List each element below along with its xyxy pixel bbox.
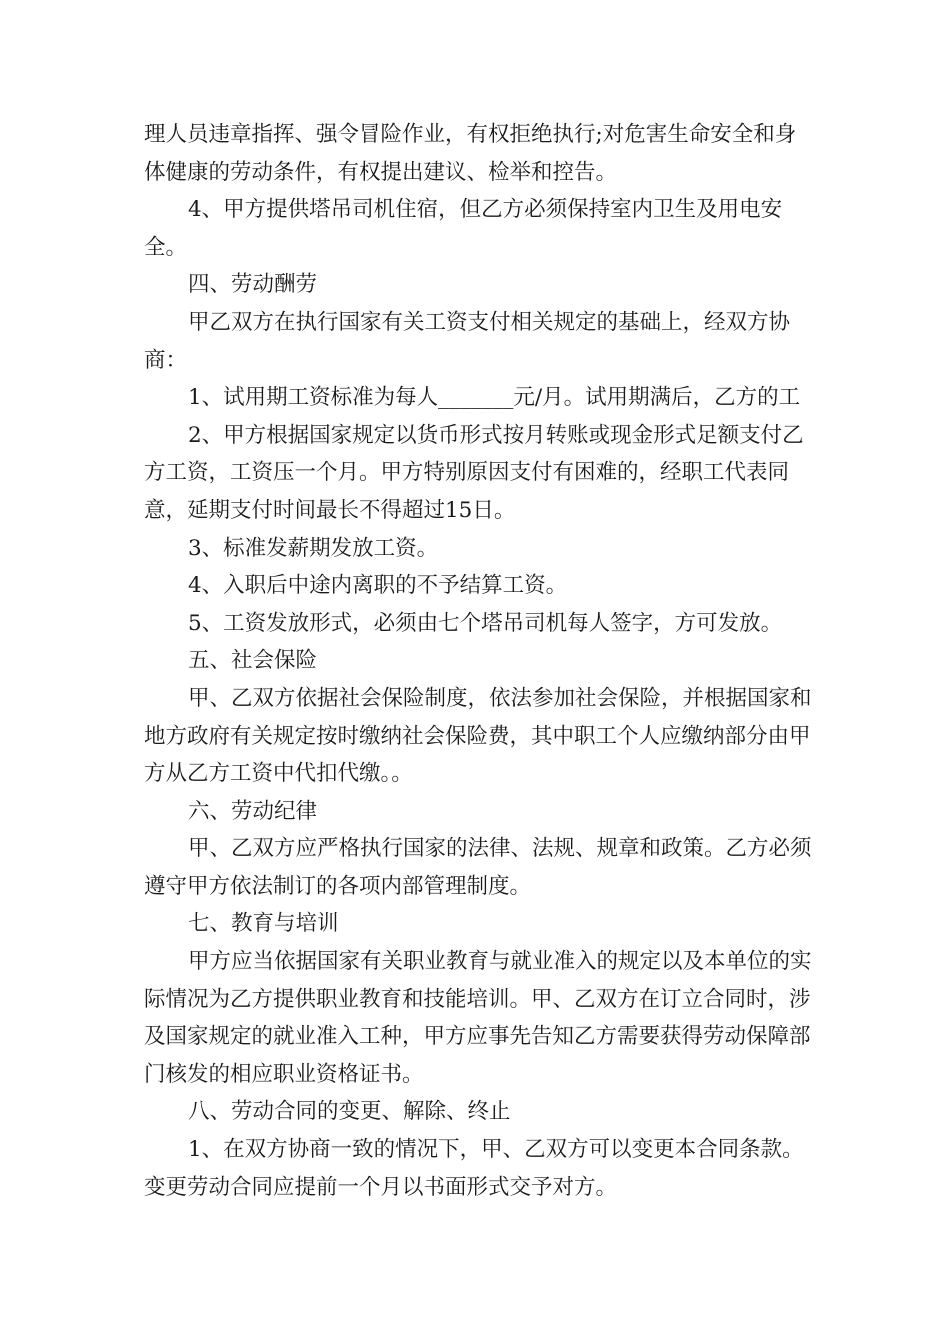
section-heading-social-insurance: 五、社会保险	[188, 648, 318, 674]
paragraph-item-3-payday: 3、标准发薪期发放工资。	[188, 535, 439, 561]
paragraph-item-2-payment: 2、甲方根据国家规定以货币形式按月转账或现金形式足额支付乙方工资，工资压一个月。甲方特别原因支付有困难的，经职工代表同意，延期支付时间最长不得超过15日。	[144, 422, 804, 523]
paragraph-item-4-housing: 4、甲方提供塔吊司机住宿，但乙方必须保持室内卫生及用电安全。	[144, 197, 783, 260]
paragraph-item-5-signature: 5、工资发放形式，必须由七个塔吊司机每人签字，方可发放。	[188, 610, 783, 636]
section-heading-training: 七、教育与培训	[188, 911, 339, 937]
paragraph-contract-change-item-1: 1、在双方协商一致的情况下，甲、乙双方可以变更本合同条款。变更劳动合同应提前一个月以书面形式交予对方。	[144, 1137, 804, 1200]
paragraph-continued-rights: 理人员违章指挥、强令冒险作业，有权拒绝执行;对危害生命安全和身体健康的劳动条件，有权提出建议、检举和控告。	[144, 122, 797, 185]
document-body	[144, 116, 814, 1206]
paragraph-training: 甲方应当依据国家有关职业教育与就业准入的规定以及本单位的实际情况为乙方提供职业教育和技能培训。甲、乙双方在订立合同时，涉及国家规定的就业准入工种，甲方应事先告知乙方需要获得劳动保障部门核发的相应职业资格证书。	[144, 949, 812, 1087]
paragraph-labor-discipline: 甲、乙双方应严格执行国家的法律、法规、规章和政策。乙方必须遵守甲方依法制订的各项内部管理制度。	[144, 836, 812, 899]
paragraph-item-4-resignation: 4、入职后中途内离职的不予结算工资。	[188, 573, 568, 599]
section-heading-labor-discipline: 六、劳动纪律	[188, 798, 318, 824]
section-heading-contract-changes: 八、劳动合同的变更、解除、终止	[188, 1099, 511, 1125]
paragraph-social-insurance: 甲、乙双方依据社会保险制度，依法参加社会保险，并根据国家和地方政府有关规定按时缴纳社会保险费，其中职工个人应缴纳部分由甲方从乙方工资中代扣代缴。。	[144, 685, 812, 787]
paragraph-item-1-probation-wage: 1、试用期工资标准为每人_______元/月。试用期满后，乙方的工	[188, 385, 801, 411]
paragraph-remuneration-intro: 甲乙双方在执行国家有关工资支付相关规定的基础上，经双方协商：	[144, 309, 791, 373]
section-heading-remuneration: 四、劳动酬劳	[188, 272, 318, 298]
